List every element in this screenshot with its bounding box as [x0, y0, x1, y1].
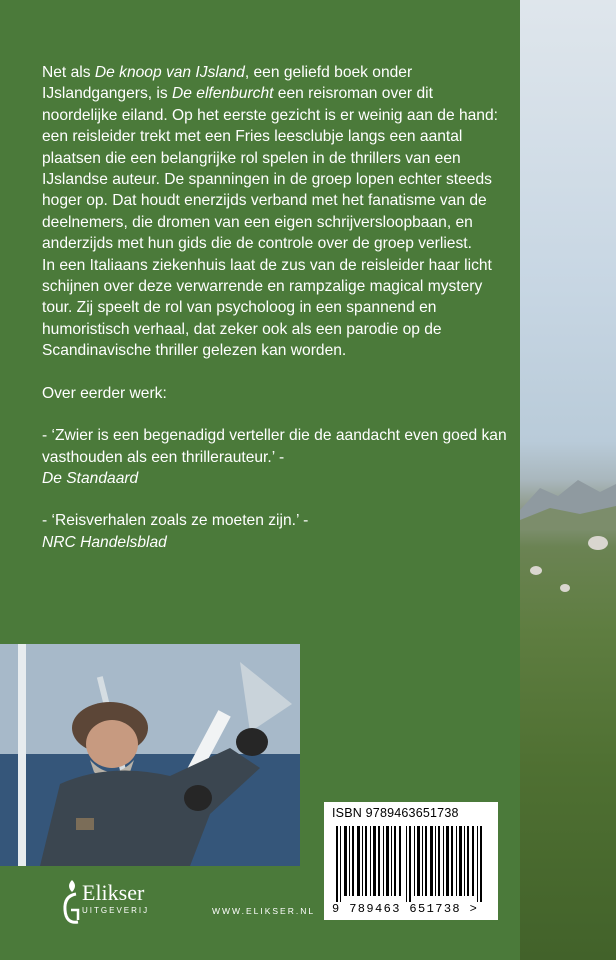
reviews-heading: Over eerder werk:	[42, 384, 167, 402]
sheep	[530, 566, 542, 575]
review-quote: - ‘Zwier is een begenadigd verteller die de aandacht even goed kan vasthouden als een thrillerauteur.’ - De Standaard	[42, 427, 507, 487]
sheep	[588, 536, 608, 550]
publisher-website: WWW.ELIKSER.NL	[212, 906, 316, 916]
blurb-text	[42, 62, 512, 574]
review-quote: - ‘Reisverhalen zoals ze moeten zijn.’ - NRC Handelsblad	[42, 512, 309, 551]
blurb-paragraph-2: In een Italiaans ziekenhuis laat de zus van de reisleider haar licht schijnen over deze verwarrende en rampzalige magical mystery tour. Zij speelt de rol van psycholoog in een spannend en humoristisch verhaal, dat zeker ook als een parodie op de Scandinavische thriller gelezen kan worden.	[42, 256, 492, 360]
landscape-photo-strip	[520, 0, 616, 960]
sheep	[560, 584, 570, 592]
elikser-emblem-icon	[62, 876, 82, 928]
author-photo-illustration	[0, 644, 300, 866]
isbn-digits: 9 789463 651738 >	[332, 902, 479, 916]
isbn-label: ISBN 9789463651738	[332, 806, 459, 820]
barcode-bars	[332, 826, 492, 902]
publisher-name: Elikser	[82, 880, 145, 905]
blurb-paragraph-1: Net als De knoop van IJsland, een geliefd boek onder IJslandgangers, is De elfenburcht een reisroman over dit noordelijke eiland. Op het eerste gezicht is er weinig aan de hand: een reisleider trekt met een Fries leesclubje langs een aantal plaatsen die een belangrijke rol spelen in de thrillers van een IJslandse auteur. De spanningen in de groep lopen echter steeds hoger op. Dat houdt enerzijds verband met het fanatisme van de deelnemers, die dromen van een eigen schrijversloopbaan, en anderzijds met hun gids die de controle over de groep verliest.	[42, 64, 498, 253]
publisher-subtitle: UITGEVERIJ	[82, 906, 150, 915]
isbn-barcode	[324, 802, 498, 920]
author-photo	[0, 644, 300, 866]
mountain-silhouette	[520, 470, 616, 530]
publisher-logo	[62, 876, 202, 932]
